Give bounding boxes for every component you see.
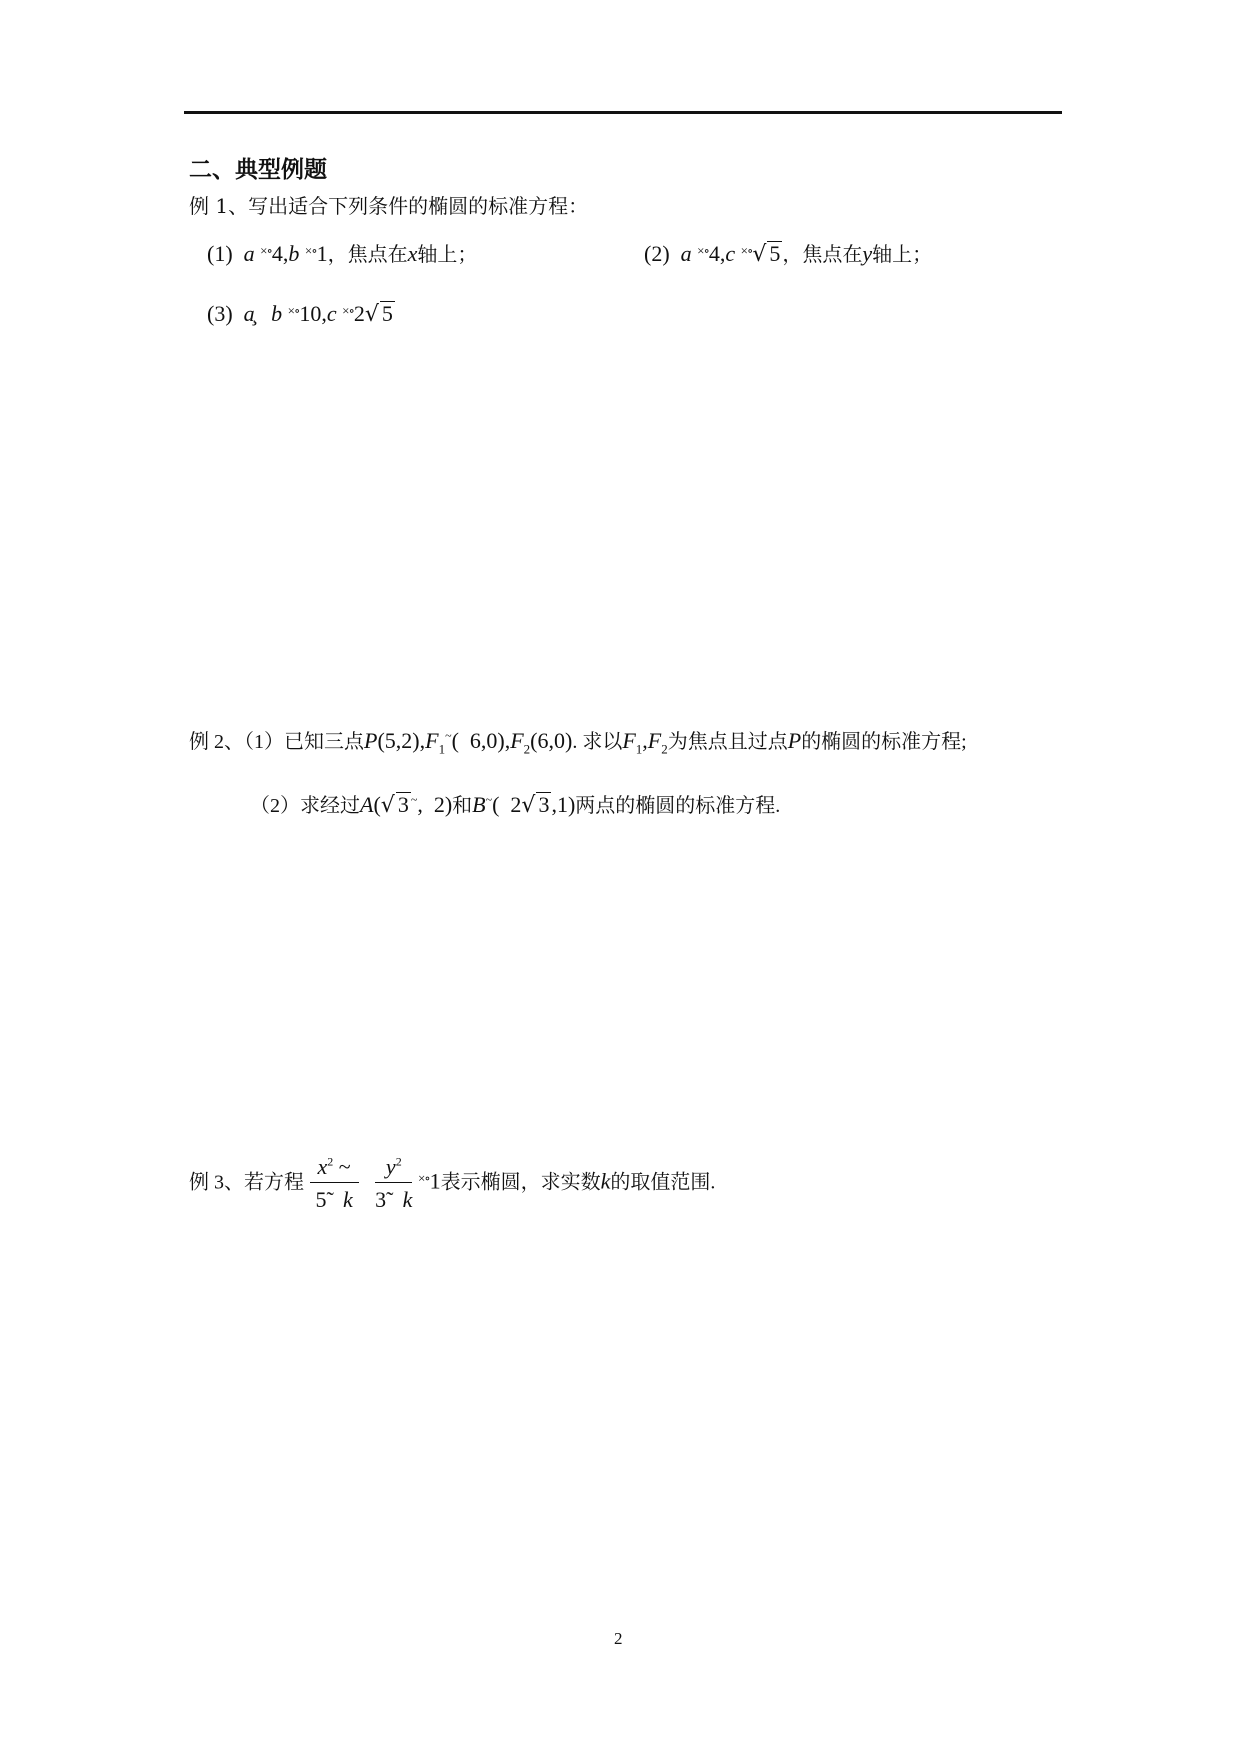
example-3-title: 例 3、若方程	[189, 1171, 304, 1194]
example-3-tail: 的取值范围.	[610, 1171, 716, 1194]
example-1-title: 例 1、写出适合下列条件的椭圆的标准方程：	[189, 194, 589, 218]
equals-sign-glyph: ×∘	[697, 243, 709, 258]
and-text: 和	[452, 795, 473, 817]
equals-sign-glyph: ×∘	[304, 243, 317, 258]
ask-text: 的椭圆的标准方程;	[801, 731, 967, 753]
equals-sign-glyph: ×∘	[740, 243, 753, 258]
point-A: A	[360, 792, 374, 817]
equals-sign-glyph: ×∘	[342, 303, 354, 318]
equals-sign-glyph: ×∘	[260, 243, 272, 258]
var-a: a	[680, 241, 692, 266]
condition-text: 为焦点且过点	[667, 731, 788, 753]
point-F1: F	[425, 728, 439, 753]
example-1-part-2: (2) a ×∘4,c ×∘√ 5 ，焦点在y轴上；	[644, 241, 933, 267]
radical-sign: √	[364, 302, 379, 327]
axis-text: 轴上；	[417, 244, 478, 266]
part-label: (1)	[207, 241, 233, 266]
var-c: c	[326, 301, 337, 326]
example-2-title: 例 2、（1）已知三点	[189, 731, 364, 753]
point-P-ref: P	[787, 728, 802, 753]
fraction-x: $\frac{x^2 \sim}{5̃ k}$	[310, 1154, 359, 1213]
radicand: 5	[769, 241, 781, 266]
point-P: P	[364, 728, 378, 753]
connector-text: . 求以	[572, 731, 623, 753]
part-2-prefix: （2）求经过	[250, 795, 360, 817]
header-rule	[184, 111, 1062, 114]
var-b: b	[288, 241, 300, 266]
example-3-text: 表示椭圆，求实数	[440, 1171, 601, 1194]
var-a: a̧	[243, 301, 255, 326]
radical-sign: √	[752, 242, 767, 267]
part-label: (3)	[207, 301, 233, 326]
axis-var: x	[407, 241, 418, 266]
point-B: B	[472, 792, 486, 817]
example-2-part-2: （2）求经过A(√ 3 ~, 2)和B~( 2√ 3,1)两点的椭圆的标准方程.	[250, 792, 781, 818]
radicand: 5	[381, 301, 393, 326]
focus-text: ，焦点在	[327, 244, 408, 266]
point-F2: F	[510, 728, 524, 753]
fraction-y: $\frac{y^2}{3̃ k}$	[375, 1154, 413, 1212]
var-a: a	[243, 241, 255, 266]
section-heading: 二、典型例题	[189, 157, 327, 183]
equals-sign-glyph: ×∘	[417, 1170, 430, 1186]
axis-text: 轴上；	[872, 244, 933, 266]
var-b: b	[271, 301, 283, 326]
var-c: c	[725, 241, 736, 266]
example-1-part-1: (1) a ×∘4,b ×∘1，焦点在x轴上；	[207, 241, 478, 266]
part-2-tail: 两点的椭圆的标准方程.	[575, 795, 781, 817]
equals-sign-glyph: ×∘	[287, 303, 300, 318]
page-number: 2	[614, 1629, 623, 1648]
focus-text: ，焦点在	[782, 244, 863, 266]
example-2-part-1: 例 2、（1）已知三点$P(5,2),F_1^\sim$( $6,0),F_2(6,0)$. 求以$F_1,F_2$为焦点且过点P的椭圆的标准方程;	[189, 728, 967, 757]
var-k: k	[600, 1168, 611, 1194]
example-3: 例 3、若方程 $\frac{x^2 \sim}{5̃ k}$ $\frac{y^2}{3̃ k}$ ×∘1表示椭圆，求实数k的取值范围.	[189, 1154, 716, 1212]
part-label: (2)	[644, 241, 670, 266]
axis-var: y	[862, 241, 873, 266]
example-1-part-3: (3) a̧ b ×∘10,c ×∘2√ 5	[207, 301, 393, 327]
